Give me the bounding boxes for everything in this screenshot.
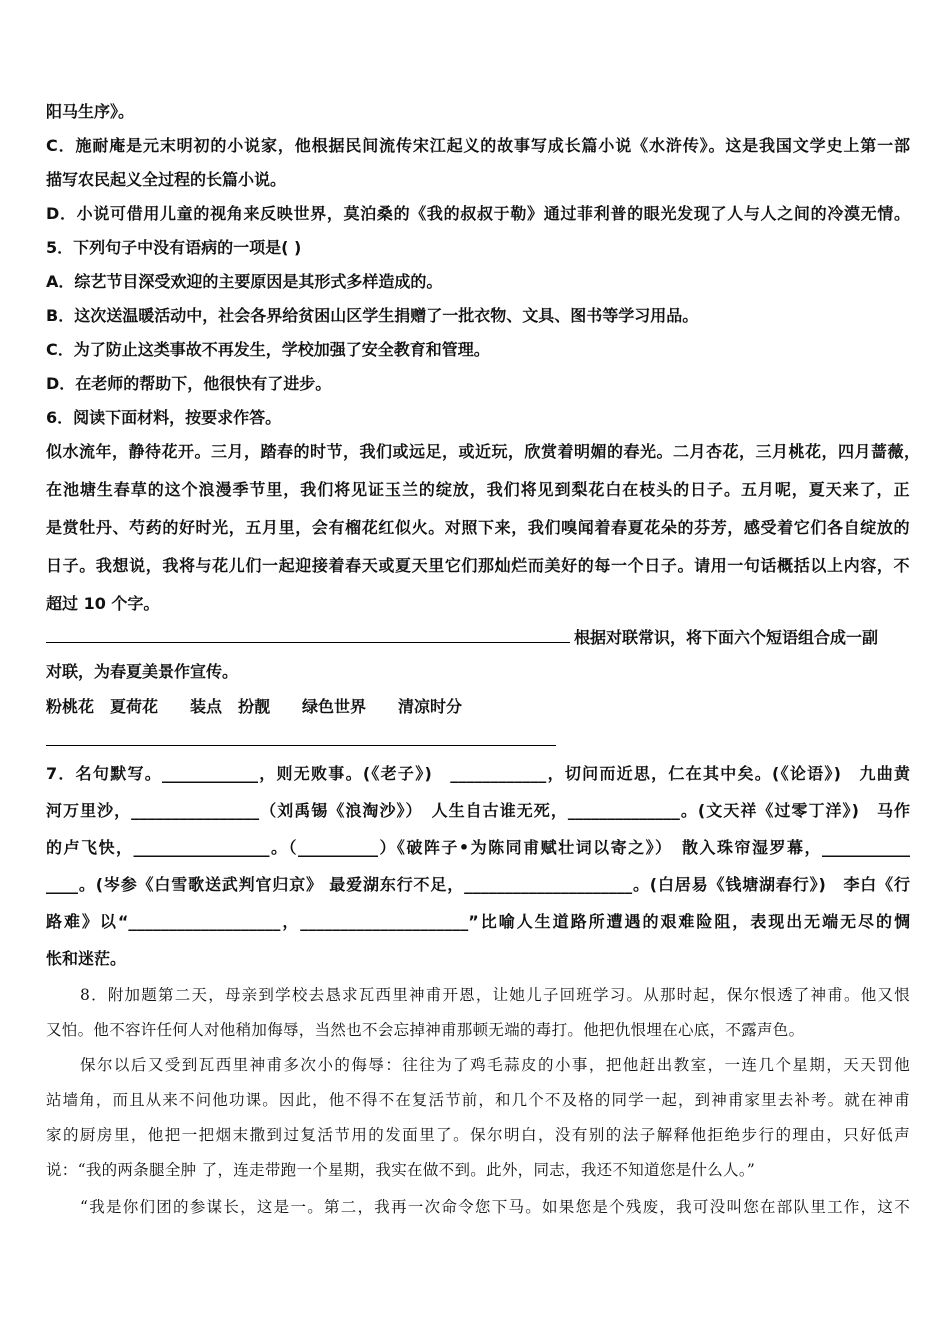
passage-line: 保尔以后又受到瓦西里神甫多次小的侮辱：往往为了鸡毛蒜皮的小事，把他赶出教室，一连几个星期，天天罚他 bbox=[80, 1056, 910, 1074]
passage-line: 是赏牡丹、芍药的好时光，五月里，会有榴花红似火。对照下来，我们嗅闻着春夏花朵的芬芳，感受着它们各自绽放的 bbox=[46, 518, 910, 537]
text-line: 怅和迷茫。 bbox=[46, 949, 127, 968]
passage-line: 日子。我想说，我将与花儿们一起迎接着春天或夏天里它们那灿烂而美好的每一个日子。请用一句话概括以上内容，不 bbox=[46, 556, 910, 575]
passage-line: 家的厨房里，他把一把烟末撒到过复活节用的发面里了。保尔明白，没有别的法子解释他拒绝步行的理由，只好低声 bbox=[46, 1126, 910, 1144]
question-7-line: ____。(岑参《白雪歌送武判官归京》 最爱湖东行不足，_____________________。(白居易《钱塘湖春行》) 李白《行 bbox=[46, 875, 910, 894]
passage-line: 似水流年，静待花开。三月，踏春的时节，我们或远足，或近玩，欣赏着明媚的春光。二月杏花，三月桃花，四月蔷薇， bbox=[46, 442, 921, 461]
option-d-line: D．小说可借用儿童的视角来反映世界，莫泊桑的《我的叔叔于勒》通过菲利普的眼光发现了人与人之间的冷漠无情。 bbox=[46, 204, 910, 223]
option-d-line: D．在老师的帮助下，他很快有了进步。 bbox=[46, 374, 332, 393]
question-7-line: 河万里沙，________________（刘禹锡《浪淘沙》） 人生自古谁无死，______________。(文天祥《过零丁洋》) 马作 bbox=[46, 801, 910, 820]
couplet-instruction: 根据对联常识，将下面六个短语组合成一副 bbox=[574, 628, 879, 647]
option-c-line: C．为了防止这类事故不再发生，学校加强了安全教育和管理。 bbox=[46, 340, 490, 359]
question-7-line: 的卢飞快，_________________。（__________）《破阵子•为陈同甫赋壮词以寄之》） 散入珠帘湿罗幕，___________ bbox=[46, 838, 910, 857]
question-5-stem: 5．下列句子中没有语病的一项是( ) bbox=[46, 238, 302, 257]
passage-line: 在池塘生春草的这个浪漫季节里，我们将见证玉兰的绽放，我们将见到梨花白在枝头的日子。五月呢，夏天来了，正 bbox=[46, 480, 910, 499]
text-line: 描写农民起义全过程的长篇小说。 bbox=[46, 170, 287, 189]
answer-blank-line bbox=[46, 745, 556, 746]
text-line: 对联，为春夏美景作宣传。 bbox=[46, 662, 239, 681]
question-7-line: 路难》以“___________________，_____________________”比喻人生道路所遭遇的艰难险阻，表现出无端无尽的惆 bbox=[46, 912, 910, 931]
question-8-line: 8．附加题第二天，母亲到学校去恳求瓦西里神甫开恩，让她儿子回班学习。从那时起，保尔恨透了神甫。他又恨 bbox=[80, 986, 910, 1004]
phrase-list: 粉桃花 夏荷花 装点 扮靓 绿色世界 清凉时分 bbox=[46, 697, 463, 716]
text-line: 阳马生序》。 bbox=[46, 102, 135, 121]
passage-line: “我是你们团的参谋长，这是一。第二，我再一次命令您下马。如果您是个残废，我可没叫您在部队里工作，这不 bbox=[80, 1198, 910, 1216]
option-c-line: C．施耐庵是元末明初的小说家，他根据民间流传宋江起义的故事写成长篇小说《水浒传》。这是我国文学史上第一部 bbox=[46, 136, 910, 155]
option-a-line: A．综艺节目深受欢迎的主要原因是其形式多样造成的。 bbox=[46, 272, 443, 291]
text-line: 超过 10 个字。 bbox=[46, 594, 160, 613]
option-b-line: B．这次送温暖活动中，社会各界给贫困山区学生捐赠了一批衣物、文具、图书等学习用品。 bbox=[46, 306, 699, 325]
answer-blank-line bbox=[46, 642, 570, 643]
question-7-line: 7．名句默写。____________，则无败事。(《老子》) ____________，切问而近思，仁在其中矣。(《论语》) 九曲黄 bbox=[46, 764, 910, 783]
passage-line: 站墙角，而且从来不问他功课。因此，他不得不在复活节前，和几个不及格的同学一起，到神甫家里去补考。就在神甫 bbox=[46, 1091, 910, 1109]
passage-line: 又怕。他不容许任何人对他稍加侮辱，当然也不会忘掉神甫那顿无端的毒打。他把仇恨埋在心底，不露声色。 bbox=[46, 1021, 805, 1039]
passage-line: 说：“我的两条腿全肿 了，连走带跑一个星期，我实在做不到。此外，同志，我还不知道您是什么人。” bbox=[46, 1161, 756, 1179]
question-6-stem: 6．阅读下面材料，按要求作答。 bbox=[46, 408, 282, 427]
